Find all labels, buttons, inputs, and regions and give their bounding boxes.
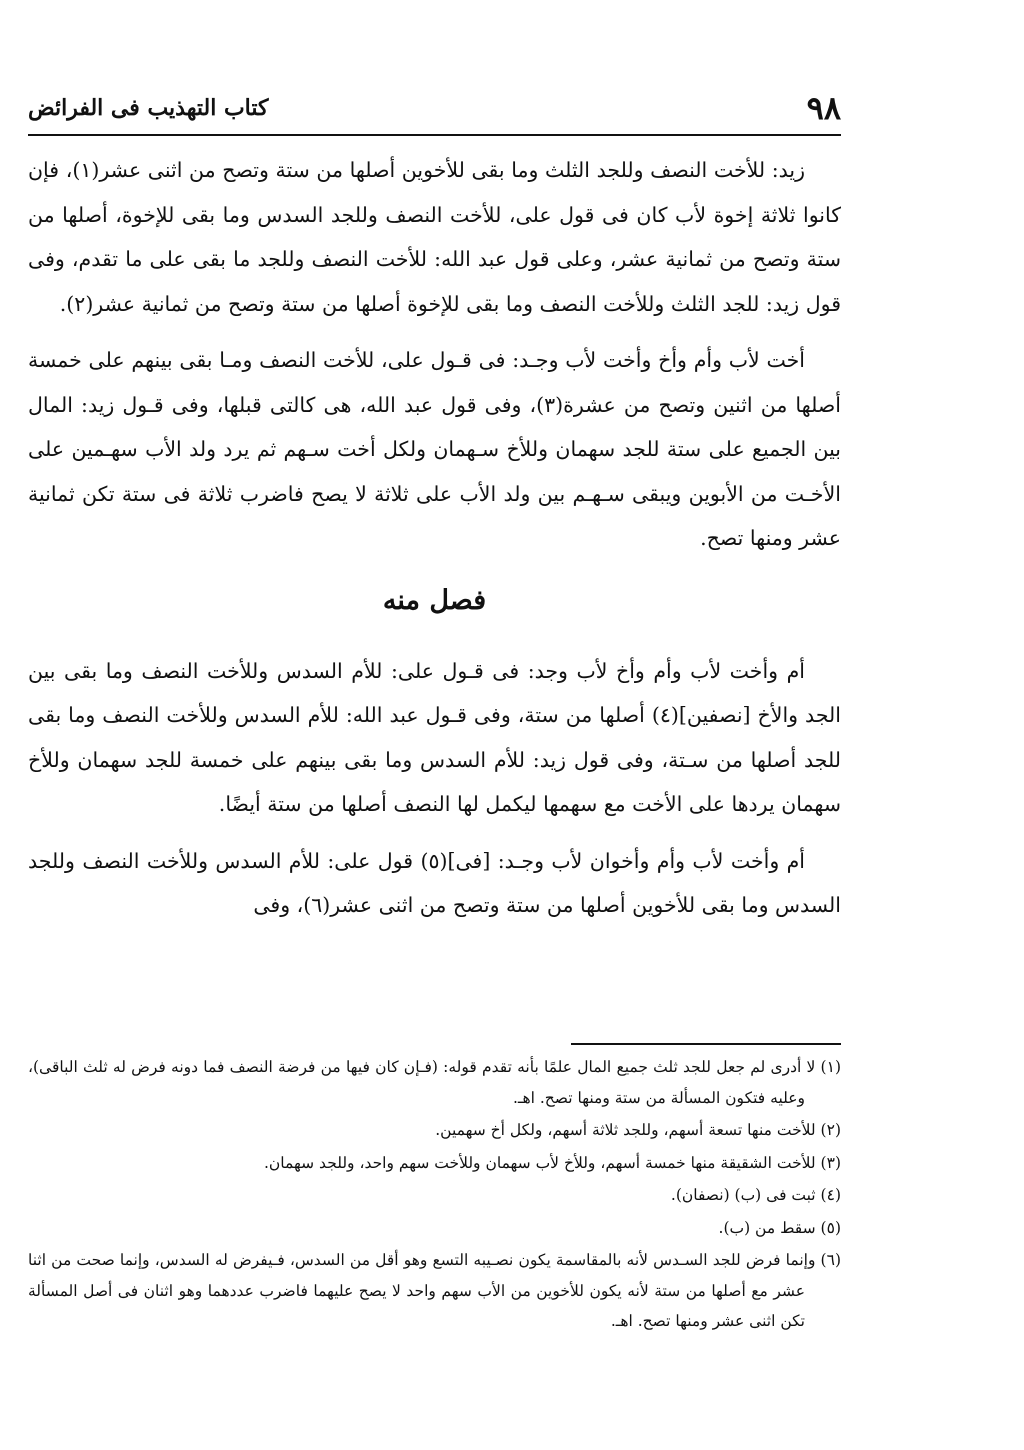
running-header — [28, 86, 841, 136]
section-heading: فصل منه — [382, 584, 487, 616]
footnote: (٤) ثبت فى (ب) (نصفان). — [670, 1186, 841, 1204]
page-number: ٩٨ — [806, 89, 841, 127]
paragraph: أم وأخت لأب وأم وأخ لأب وجد: فى قـول على: للأم السدس وللأخت النصف وما بقى بين الجد والأخ [نصفين](٤) أصلها من ستة، وفى قـول عبد الله: للأم السدس وللأخت النصف وما بقى للجد أصلها من سـتة، وفى قول زيد: للأم السدس وما بقى بينهم على خمسة للجد سهمان وللأخ سهمان يردها على الأخت مع سهمها ليكمل لها النصف أصلها من ستة أيضًا. — [28, 658, 841, 816]
footnote: (٢) للأخت منها تسعة أسهم، وللجد ثلاثة أسهم، ولكل أخ سهمين. — [435, 1121, 841, 1139]
footnotes — [28, 1052, 841, 1339]
footnote-separator — [571, 1043, 841, 1045]
book-title: كتاب التهذيب فى الفرائض — [28, 95, 269, 121]
main-text — [28, 148, 841, 940]
footnote: (٣) للأخت الشقيقة منها خمسة أسهم، وللأخ لأب سهمان وللأخت سهم واحد، وللجد سهمان. — [264, 1153, 841, 1172]
footnote: (١) لا أدرى لم جعل للجد ثلث جميع المال علمًا بأنه تقدم قوله: (فـإن كان فيها من فرضة النصف فما دونه فرض له ثلث الباقى)، وعليه فتكون المسألة من ستة ومنها تصح. اهـ. — [28, 1058, 841, 1107]
footnote: (٦) وإنما فرض للجد السـدس لأنه بالمقاسمة يكون نصـيبه التسع وهو أقل من السدس، فـيفرض له السدس، وإنما صحت من اثنا عشر مع أصلها من ستة لأنه يكون للأخوين من الأب سهم واحد لا يصح عليهما فاضرب عددهما وهو اثنان فى أصل المسألة تكن اثنى عشر ومنها تصح. اهـ. — [28, 1251, 841, 1330]
paragraph: أم وأخت لأب وأم وأخوان لأب وجـد: [فى](٥) قول على: للأم السدس وللأخت النصف وللجد السدس وما بقى للأخوين أصلها من ستة وتصح من اثنى عشر(٦)، وفى — [28, 848, 841, 917]
paragraph: أخت لأب وأم وأخ وأخت لأب وجـد: فى قـول على، للأخت النصف ومـا بقى بينهم على خمسة أصلها من اثنين وتصح من عشرة(٣)، وفى قول عبد الله، هى كالتى قبلها، وفى قـول زيد: المال بين الجميع على ستة للجد سهمان وللأخ سـهمان ولكل أخت سـهم ثم يرد ولد الأب سهـمين على الأخـت من الأبوين ويبقى سـهـم بين ولد الأب على ثلاثة لا يصح فاضرب ثلاثة فى ستة تكن ثمانية عشر ومنها تصح. — [28, 348, 841, 550]
footnote: (٥) سقط من (ب). — [718, 1218, 841, 1237]
paragraph: زيد: للأخت النصف وللجد الثلث وما بقى للأخوين أصلها من ستة وتصح من اثنى عشر(١)، فإن كانوا ثلاثة إخوة لأب كان فى قول على، للأخت النصف وللجد السدس وما بقى للإخوة، أصلها من ستة وتصح من ثمانية عشر، وعلى قول عبد الله: للأخت النصف وللجد ما بقى على ما تقدم، وفى قول زيد: للجد الثلث وللأخت النصف وما بقى للإخوة أصلها من ستة وتصح من ثمانية عشر(٢). — [28, 158, 841, 316]
